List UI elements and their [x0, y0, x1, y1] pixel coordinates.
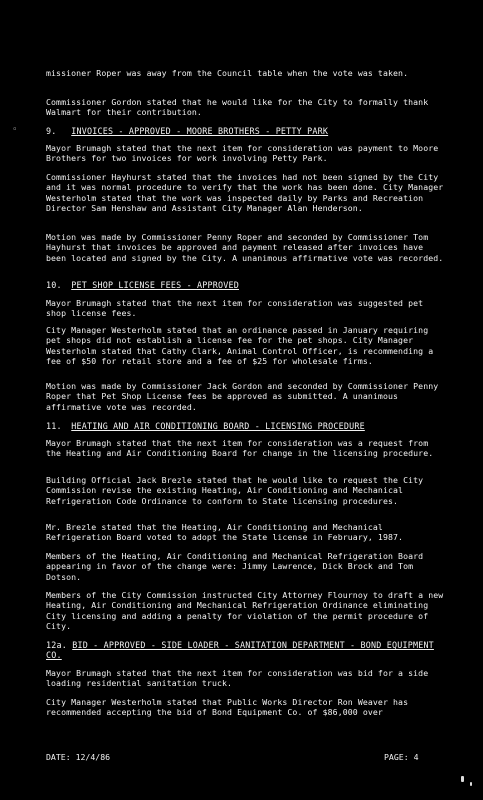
footer-date: DATE: 12/4/86: [46, 752, 111, 762]
paragraph-invoices-inspection: Commissioner Hayhurst stated that the invoices had not been signed by the City and it was normal procedure to verify that the work has been done. City Manager Westerholm stated that the work was inspected daily by Parks and Recreation Director Sam Henshaw and Assistant City Manager Alan Henderson.: [46, 172, 444, 214]
paragraph-bid-recommendation: City Manager Westerholm stated that Public Works Director Ron Weaver has recommended accepting the bid of Bond Equipment Co. of $86,000 over: [46, 697, 409, 718]
paragraph-pet-shop-motion: Motion was made by Commissioner Jack Gordon and seconded by Commissioner Penny Roper that Pet Shop License fees be approved as submitted. A unanimous affirmative vote was recorded.: [46, 381, 439, 412]
section-number: 10.: [46, 280, 62, 290]
section-heading-10: [46, 280, 446, 290]
footer-page-number: PAGE: 4: [384, 752, 419, 762]
section-heading-11: [46, 421, 446, 431]
scan-speck: [470, 782, 472, 786]
paragraph-bid-intro: Mayor Brumagh stated that the next item for consideration was bid for a side loading residential sanitation truck.: [46, 668, 429, 689]
section-heading-9: [46, 126, 446, 136]
section-number: 12a.: [46, 640, 67, 650]
scan-speck: [461, 776, 464, 782]
paragraph-vote-note: missioner Roper was away from the Council table when the vote was taken.: [46, 68, 409, 78]
paragraph-hvac-board-vote: Mr. Brezle stated that the Heating, Air Conditioning and Mechanical Refrigeration Board voted to adopt the State license in February, 1987.: [46, 522, 404, 543]
paragraph-invoices-intro: Mayor Brumagh stated that the next item for consideration was payment to Moore Brothers for two invoices for work involving Petty Park.: [46, 143, 439, 164]
section-number: 9.: [46, 126, 57, 136]
section-title: BID - APPROVED - SIDE LOADER - SANITATION DEPARTMENT - BOND EQUIPMENT CO.: [46, 640, 434, 661]
paragraph-pet-shop-intro: Mayor Brumagh stated that the next item for consideration was suggested pet shop license fees.: [46, 298, 424, 319]
paragraph-thank-walmart: Commissioner Gordon stated that he would like for the City to formally thank Walmart for their contribution.: [46, 97, 429, 118]
paragraph-pet-shop-fees: City Manager Westerholm stated that an ordinance passed in January requiring pet shops did not establish a license fee for the pet shops. City Manager Westerholm stated that Cathy Clark, Animal Control Officer, is recommending a fee of $50 for retail store and a fee of $25 for wholesale firms.: [46, 325, 434, 367]
section-heading-12a: [46, 640, 446, 661]
paragraph-hvac-intro: Mayor Brumagh stated that the next item for consideration was a request from the Heating and Air Conditioning Board for change in the licensing procedure.: [46, 438, 434, 459]
section-title: PET SHOP LICENSE FEES - APPROVED: [71, 280, 239, 290]
margin-mark: ◦: [12, 125, 18, 135]
paragraph-invoices-motion: Motion was made by Commissioner Penny Roper and seconded by Commissioner Tom Hayhurst that invoices be approved and payment released after invoices have been located and signed by the City. A unanimous affirmative vote was recorded.: [46, 232, 444, 263]
section-title: HEATING AND AIR CONDITIONING BOARD - LICENSING PROCEDURE: [71, 421, 365, 431]
section-title: INVOICES - APPROVED - MOORE BROTHERS - PETTY PARK: [71, 126, 329, 136]
paragraph-hvac-instruction: Members of the City Commission instructed City Attorney Flournoy to draft a new Heating, Air Conditioning and Mechanical Refrigeration Ordinance eliminating City licensing and adding a penalty for violation of the permit procedure of City.: [46, 590, 444, 632]
paragraph-hvac-members: Members of the Heating, Air Conditioning and Mechanical Refrigeration Board appearing in favor of the change were: Jimmy Lawrence, Dick Brock and Tom Dotson.: [46, 551, 424, 582]
paragraph-hvac-request: Building Official Jack Brezle stated that he would like to request the City Commission revise the existing Heating, Air Conditioning and Mechanical Refrigeration Code Ordinance to conform to State licensing procedures.: [46, 475, 424, 506]
section-number: 11.: [46, 421, 62, 431]
